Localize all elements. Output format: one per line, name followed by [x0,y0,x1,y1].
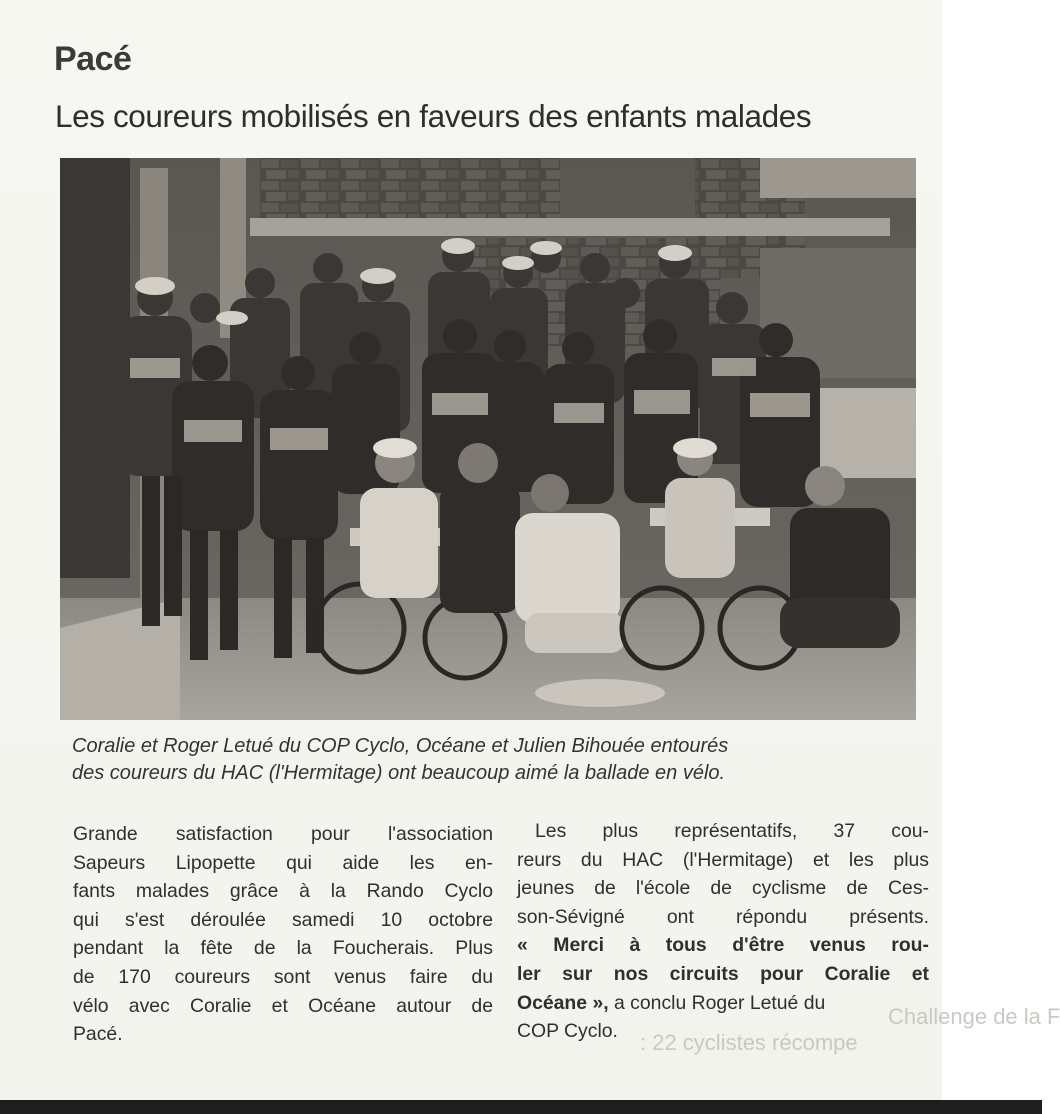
caption-line: Coralie et Roger Letué du COP Cyclo, Océane et Julien Bihouée entourés [72,735,729,757]
body-line [517,989,929,1018]
body-line: fants malades grâce à la Rando Cyclo [73,880,493,903]
group-photo-icon [60,158,916,720]
scan-margin [942,0,1042,1100]
body-line: Les plus représentatifs, 37 cou- [535,820,929,842]
scan-edge [0,1100,1042,1114]
quote-end: Océane », [517,991,609,1014]
bleed-line-1: Challenge de la F [888,1004,1060,1029]
body-line: qui s'est déroulée samedi 10 octobre [73,908,493,931]
body-line: Sapeurs Lipopette qui aide les en- [73,851,493,874]
article-headline: Les coureurs mobilisés en faveurs des enfants malades [55,98,812,134]
body-line: vélo avec Coralie et Océane autour de [73,994,493,1017]
body-line: jeunes de l'école de cyclisme de Ces- [517,877,929,900]
quote-line: ler sur nos circuits pour Coralie et [517,962,929,985]
body-line: son-Sévigné ont répondu présents. [517,905,929,928]
photo-caption [72,733,872,787]
article-column-right [517,817,929,1046]
attribution: a conclu Roger Letué du [608,991,826,1014]
body-line: pendant la fête de la Foucherais. Plus [73,937,493,960]
body-line: Grande satisfaction pour l'association [73,823,493,845]
quote-line: « Merci à tous d'être venus rou- [517,934,929,957]
article-kicker: Pacé [54,40,132,78]
body-line: de 170 coureurs sont venus faire du [73,965,493,988]
body-line: reurs du HAC (l'Hermitage) et les plus [517,848,929,871]
body-line: COP Cyclo. [517,1020,618,1043]
caption-line: des coureurs du HAC (l'Hermitage) ont beaucoup aimé la ballade en vélo. [72,762,726,784]
article-column-left [73,820,493,1049]
body-line: Pacé. [73,1023,123,1046]
bleed-line-2: : 22 cyclistes récompe [640,1030,858,1055]
